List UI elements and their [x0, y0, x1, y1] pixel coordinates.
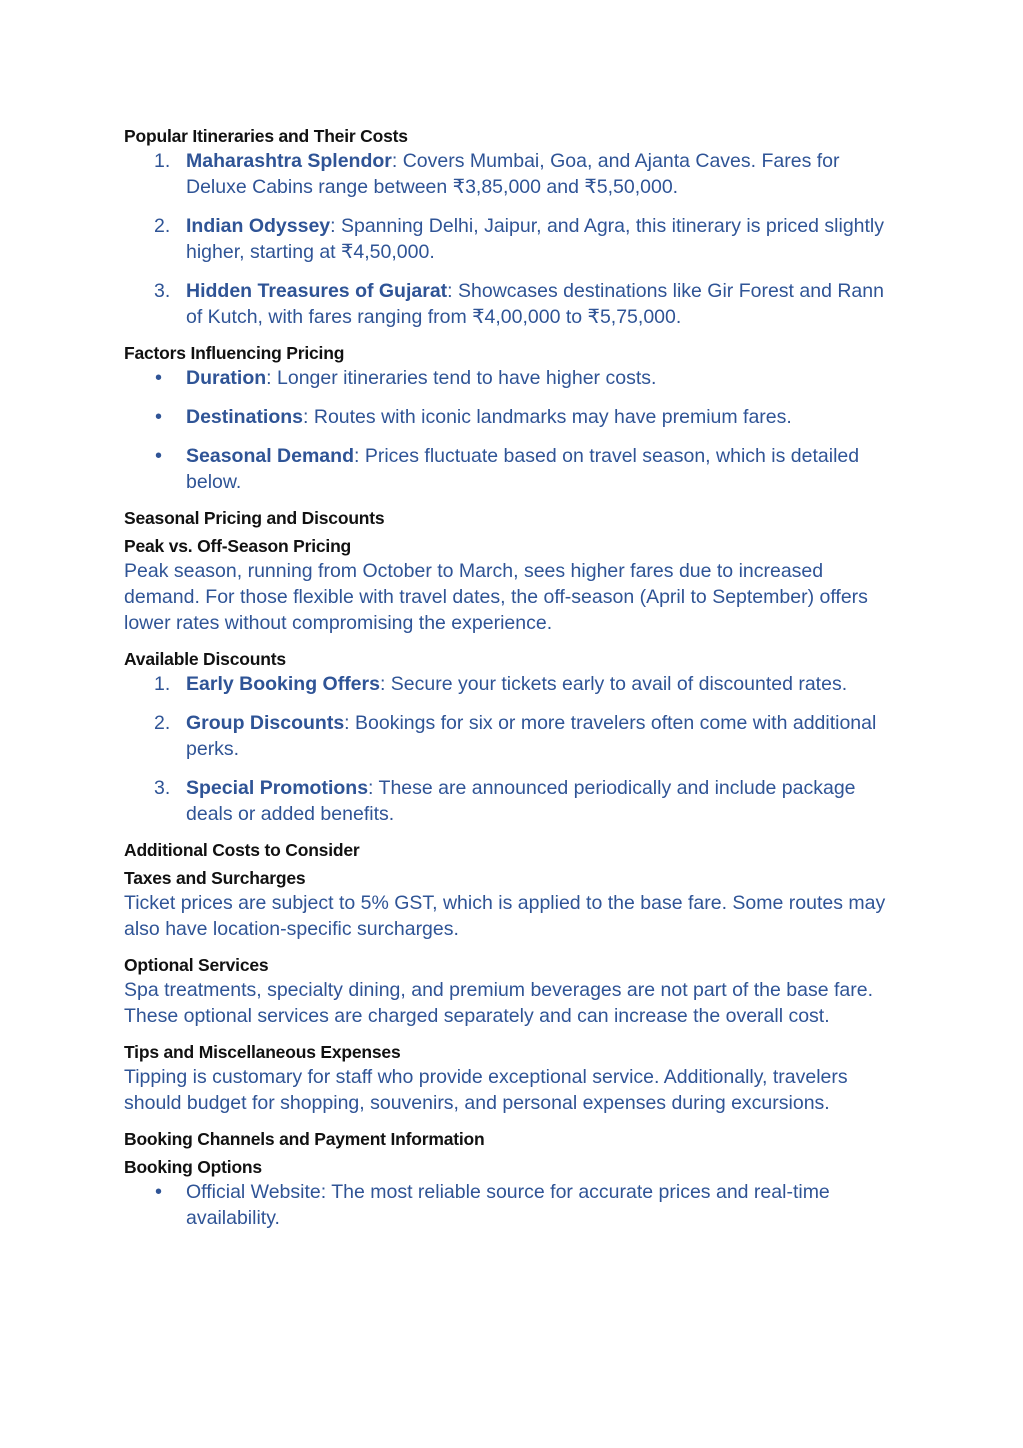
document-page — [124, 124, 904, 1231]
bullet-icon: • — [155, 1181, 163, 1203]
item-text: : Showcases destinations like Gir Forest and Rann of Kutch, with fares ranging from ₹4,00,000 to ₹5,75,000. — [186, 280, 884, 328]
list-item — [124, 443, 904, 495]
optional-text: Spa treatments, specialty dining, and premium beverages are not part of the base fare. These optional services are charged separately and can increase the overall cost. — [124, 979, 874, 1027]
list-item — [124, 710, 904, 762]
list-number: 2. — [154, 712, 171, 734]
item-title: Special Promotions — [186, 777, 369, 799]
list-item — [124, 671, 904, 697]
taxes-heading: Taxes and Surcharges — [124, 868, 306, 888]
list-item — [124, 213, 904, 265]
item-title: Seasonal Demand — [186, 445, 354, 467]
list-item — [124, 1179, 904, 1231]
list-number: 3. — [154, 280, 171, 302]
list-number: 3. — [154, 777, 171, 799]
item-text: : Routes with iconic landmarks may have premium fares. — [303, 406, 792, 428]
item-text: : Bookings for six or more travelers often come with additional perks. — [186, 712, 877, 760]
seasonal-heading: Seasonal Pricing and Discounts — [124, 508, 385, 528]
list-item — [124, 365, 904, 391]
booking-heading: Booking Channels and Payment Information — [124, 1129, 485, 1149]
itineraries-list — [124, 148, 904, 330]
bullet-icon: • — [155, 406, 163, 428]
booking-list — [124, 1179, 904, 1231]
list-item — [124, 775, 904, 827]
factors-heading: Factors Influencing Pricing — [124, 343, 345, 363]
bullet-icon: • — [155, 445, 163, 467]
discounts-heading: Available Discounts — [124, 649, 286, 669]
peak-text: Peak season, running from October to March, sees higher fares due to increased demand. For those flexible with travel dates, the off-season (April to September) offers lower rates without compromising the experience. — [124, 560, 868, 634]
optional-heading: Optional Services — [124, 955, 269, 975]
item-title: Early Booking Offers — [186, 673, 380, 695]
item-text: Official Website: The most reliable source for accurate prices and real-time availability. — [186, 1181, 830, 1229]
list-number: 1. — [154, 150, 171, 172]
itineraries-heading: Popular Itineraries and Their Costs — [124, 126, 408, 146]
item-text: : Secure your tickets early to avail of discounted rates. — [379, 673, 848, 695]
factors-list — [124, 365, 904, 495]
booking-options-heading: Booking Options — [124, 1157, 262, 1177]
list-item — [124, 278, 904, 330]
additional-heading: Additional Costs to Consider — [124, 840, 360, 860]
item-text: : Prices fluctuate based on travel season, which is detailed below. — [186, 445, 860, 493]
item-title: Destinations — [186, 406, 304, 428]
discounts-list — [124, 671, 904, 827]
item-text: : Longer itineraries tend to have higher costs. — [266, 367, 657, 389]
taxes-text: Ticket prices are subject to 5% GST, which is applied to the base fare. Some routes may also have location-specific surcharges. — [124, 892, 886, 940]
bullet-icon: • — [155, 367, 163, 389]
item-title: Indian Odyssey — [186, 215, 331, 237]
tips-text: Tipping is customary for staff who provide exceptional service. Additionally, travelers should budget for shopping, souvenirs, and personal expenses during excursions. — [124, 1066, 848, 1114]
list-number: 1. — [154, 673, 171, 695]
list-item — [124, 148, 904, 200]
list-number: 2. — [154, 215, 171, 237]
tips-heading: Tips and Miscellaneous Expenses — [124, 1042, 401, 1062]
item-text: : Covers Mumbai, Goa, and Ajanta Caves. Fares for Deluxe Cabins range between ₹3,85,000 and ₹5,50,000. — [186, 150, 840, 198]
item-text: : These are announced periodically and include package deals or added benefits. — [186, 777, 856, 825]
item-title: Duration — [186, 367, 267, 389]
peak-heading: Peak vs. Off-Season Pricing — [124, 536, 352, 556]
item-title: Hidden Treasures of Gujarat — [186, 280, 448, 302]
item-text: : Spanning Delhi, Jaipur, and Agra, this itinerary is priced slightly higher, starting at ₹4,50,000. — [186, 215, 885, 263]
list-item — [124, 404, 904, 430]
item-title: Maharashtra Splendor — [186, 150, 392, 172]
item-title: Group Discounts — [186, 712, 345, 734]
